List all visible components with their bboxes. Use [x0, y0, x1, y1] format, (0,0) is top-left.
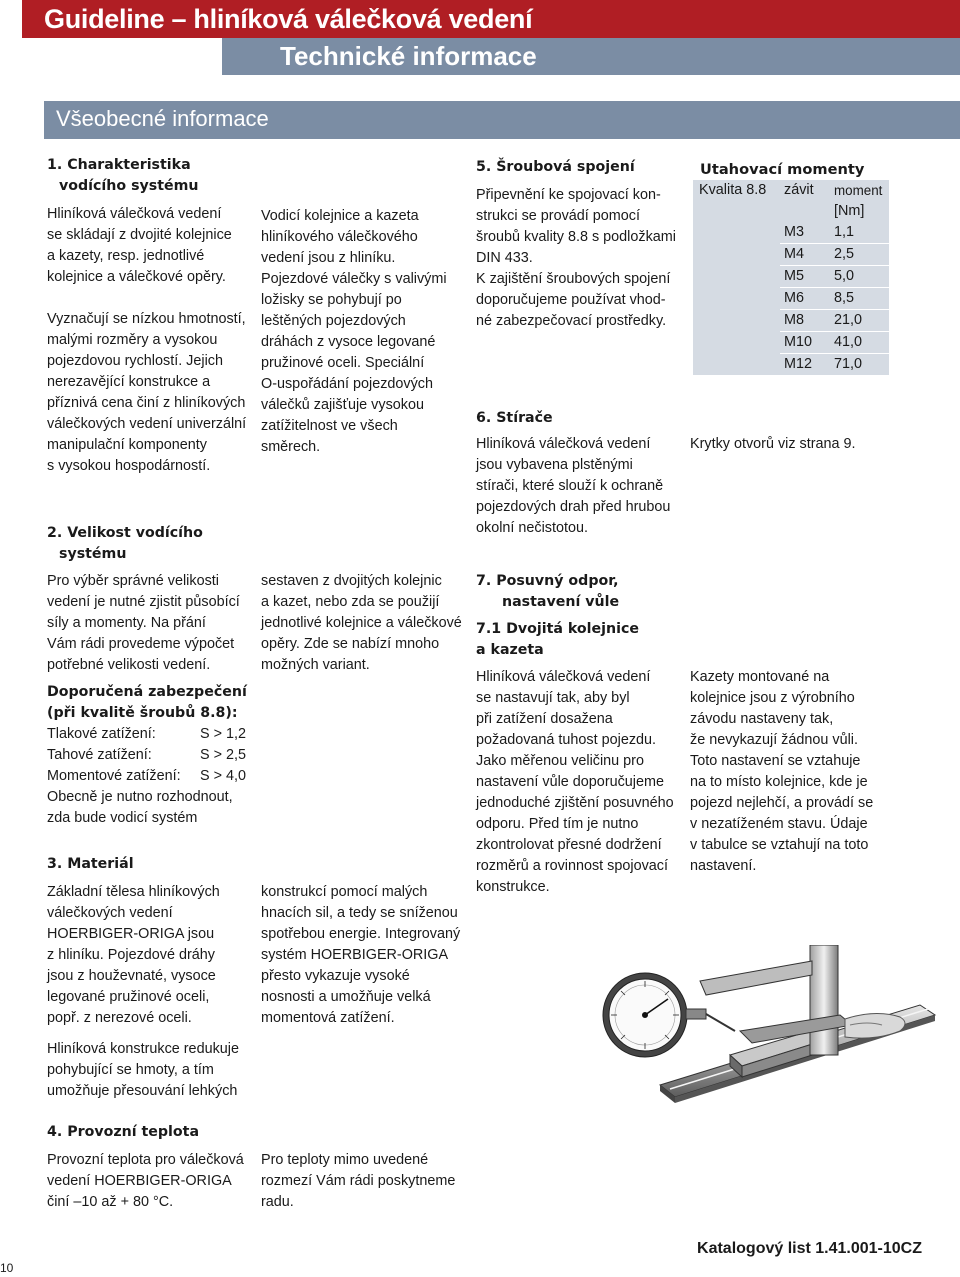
table-row: M8 21,0 — [693, 310, 889, 332]
thread-header: závit — [780, 180, 830, 201]
safety-row: Tahové zatížení: S > 2,5 — [47, 747, 247, 763]
s5-text: Připevnění ke spojovací kon- strukci se provádí pomocí šroubů kvality 8.8 s podložkami DIN 433. K zajištění šroubových spojení doporučujeme používat vhod- né zabezpečovací prostředky. — [476, 187, 676, 329]
s3-text-col2: konstrukcí pomocí malých hnacích sil, a tedy se sníženou spotřebou energie. Integrovaný systém HOERBIGER-ORIGA přesto vykazuje vysoké nosnosti a umožňuje velká momentová zatížení. — [261, 884, 461, 1026]
s4-text-col1: Provozní teplota pro válečková vedení HOERBIGER-ORIGA činí –10 až + 80 °C. — [47, 1152, 244, 1210]
safety-factor-table — [47, 724, 246, 787]
unit-header: [Nm] — [830, 201, 889, 222]
s2-text-col2: sestaven z dvojitých kolejnic a kazet, nebo zda se použijí jednotlivé kolejnice a válečkové opěry. Zde se nabízí mnoho možných variant. — [261, 573, 462, 673]
moment-header: moment — [830, 180, 889, 201]
table-row: M6 8,5 — [693, 288, 889, 310]
s4-text-col2: Pro teploty mimo uvedené rozmezí Vám rádi poskytneme radu. — [261, 1152, 456, 1210]
s1-heading: 1. Charakteristika vodícího systému — [47, 157, 199, 194]
page-number: 10 — [0, 1261, 14, 1275]
s1-text-col1: Hliníková válečková vedení se skládají z dvojité kolejnice a kazety, resp. jednotlivé kolejnice a válečkové opěry. Vyznačují se nízkou hmotností, malými rozměry a vysokou pojezdovou rychlostí. Jejich nerezavějící konstrukce a příznivá cena činí z hliníkových válečkových vedení univerzální manipulační komponenty s vysokou hospodárností. — [47, 206, 247, 474]
s5-heading: 5. Šroubová spojení — [476, 159, 635, 175]
catalog-number: Katalogový list 1.41.001-10CZ — [697, 1240, 922, 1257]
s6-text: Hliníková válečková vedení jsou vybavena plstěnými stírači, které slouží k ochraně pojezdových drah před hrubou okolní nečistotou. — [476, 436, 671, 536]
dial-indicator-illustration — [590, 945, 940, 1105]
page-subtitle: Technické informace — [280, 41, 537, 71]
cover-caps-note: Krytky otvorů viz strana 9. — [690, 436, 856, 452]
s7-subheading: 7.1 Dvojitá kolejnice a kazeta — [476, 621, 640, 658]
s7-heading: 7. Posuvný odpor, nastavení vůle — [476, 573, 620, 610]
hand — [845, 1013, 905, 1038]
s2-heading: 2. Velikost vodícího systému — [47, 525, 203, 562]
s6-heading: 6. Stírače — [476, 410, 553, 426]
safety-row: Momentové zatížení: S > 4,0 — [47, 768, 247, 784]
s1-text-col2: Vodicí kolejnice a kazeta hliníkového válečkového vedení jsou z hliníku. Pojezdové válečky s valivými ložisky se pohybují po leštěných pojezdových dráhách z vysoce legované pružinové oceli. Speciální O-uspořádání pojezdových válečků zajišťuje vysokou zatížitelnost ve všech směrech. — [261, 208, 447, 455]
indicator-stand — [700, 945, 852, 1055]
table-row: M5 5,0 — [693, 266, 889, 288]
s2-text-after: Obecně je nutno rozhodnout, zda bude vodicí systém — [47, 789, 233, 826]
safety-row: Tlakové zatížení: S > 1,2 — [47, 726, 247, 742]
table-row: M12 71,0 — [693, 354, 889, 376]
s3-heading: 3. Materiál — [47, 856, 134, 872]
s2-text-col1: Pro výběr správné velikosti vedení je nutné zjistit působící síly a momenty. Na přání Vám rádi provedeme výpočet potřebné velikosti vedení. — [47, 573, 240, 673]
torque-table — [693, 180, 889, 375]
table-row: M3 1,1 — [693, 222, 889, 244]
s2-recommendation-heading: Doporučená zabezpečení (při kvalitě šroubů 8.8): — [47, 684, 247, 721]
s7-text-col1: Hliníková válečková vedení se nastavují tak, aby byl při zatížení dosažena požadovaná tuhost pojezdu. Jako měřenou veličinu pro nastavení vůle doporučujeme jednoduché zjištění posuvného odporu. Před tím je nutno zkontrolovat přesné dodržení rozměrů a rovinnost spojovací konstrukce. — [476, 669, 674, 895]
section-title: Všeobecné informace — [56, 106, 269, 131]
torque-title: Utahovací momenty — [700, 161, 865, 178]
page-title: Guideline – hliníková válečková vedení — [44, 4, 533, 34]
s3-text-col1: Základní tělesa hliníkových válečkových vedení HOERBIGER-ORIGA jsou z hliníku. Pojezdové dráhy jsou z houževnaté, vysoce legované pružinové oceli, popř. z nerezové oceli. Hliníková konstrukce redukuje pohybující se hmoty, a tím umožňuje přesouvání lehkých — [47, 884, 239, 1099]
s4-heading: 4. Provozní teplota — [47, 1124, 200, 1140]
table-row: M4 2,5 — [693, 244, 889, 266]
quality-label: Kvalita 8.8 — [693, 180, 780, 201]
s7-text-col2: Kazety montované na kolejnice jsou z výrobního závodu nastaveny tak, že nevykazují žádnou vůli. Toto nastavení se vztahuje na to místo kolejnice, kde je pojezd nejlehčí, a provádí se v nezatíženém stavu. Údaje v tabulce se vztahují na toto nastavení. — [690, 669, 874, 874]
table-row: M10 41,0 — [693, 332, 889, 354]
